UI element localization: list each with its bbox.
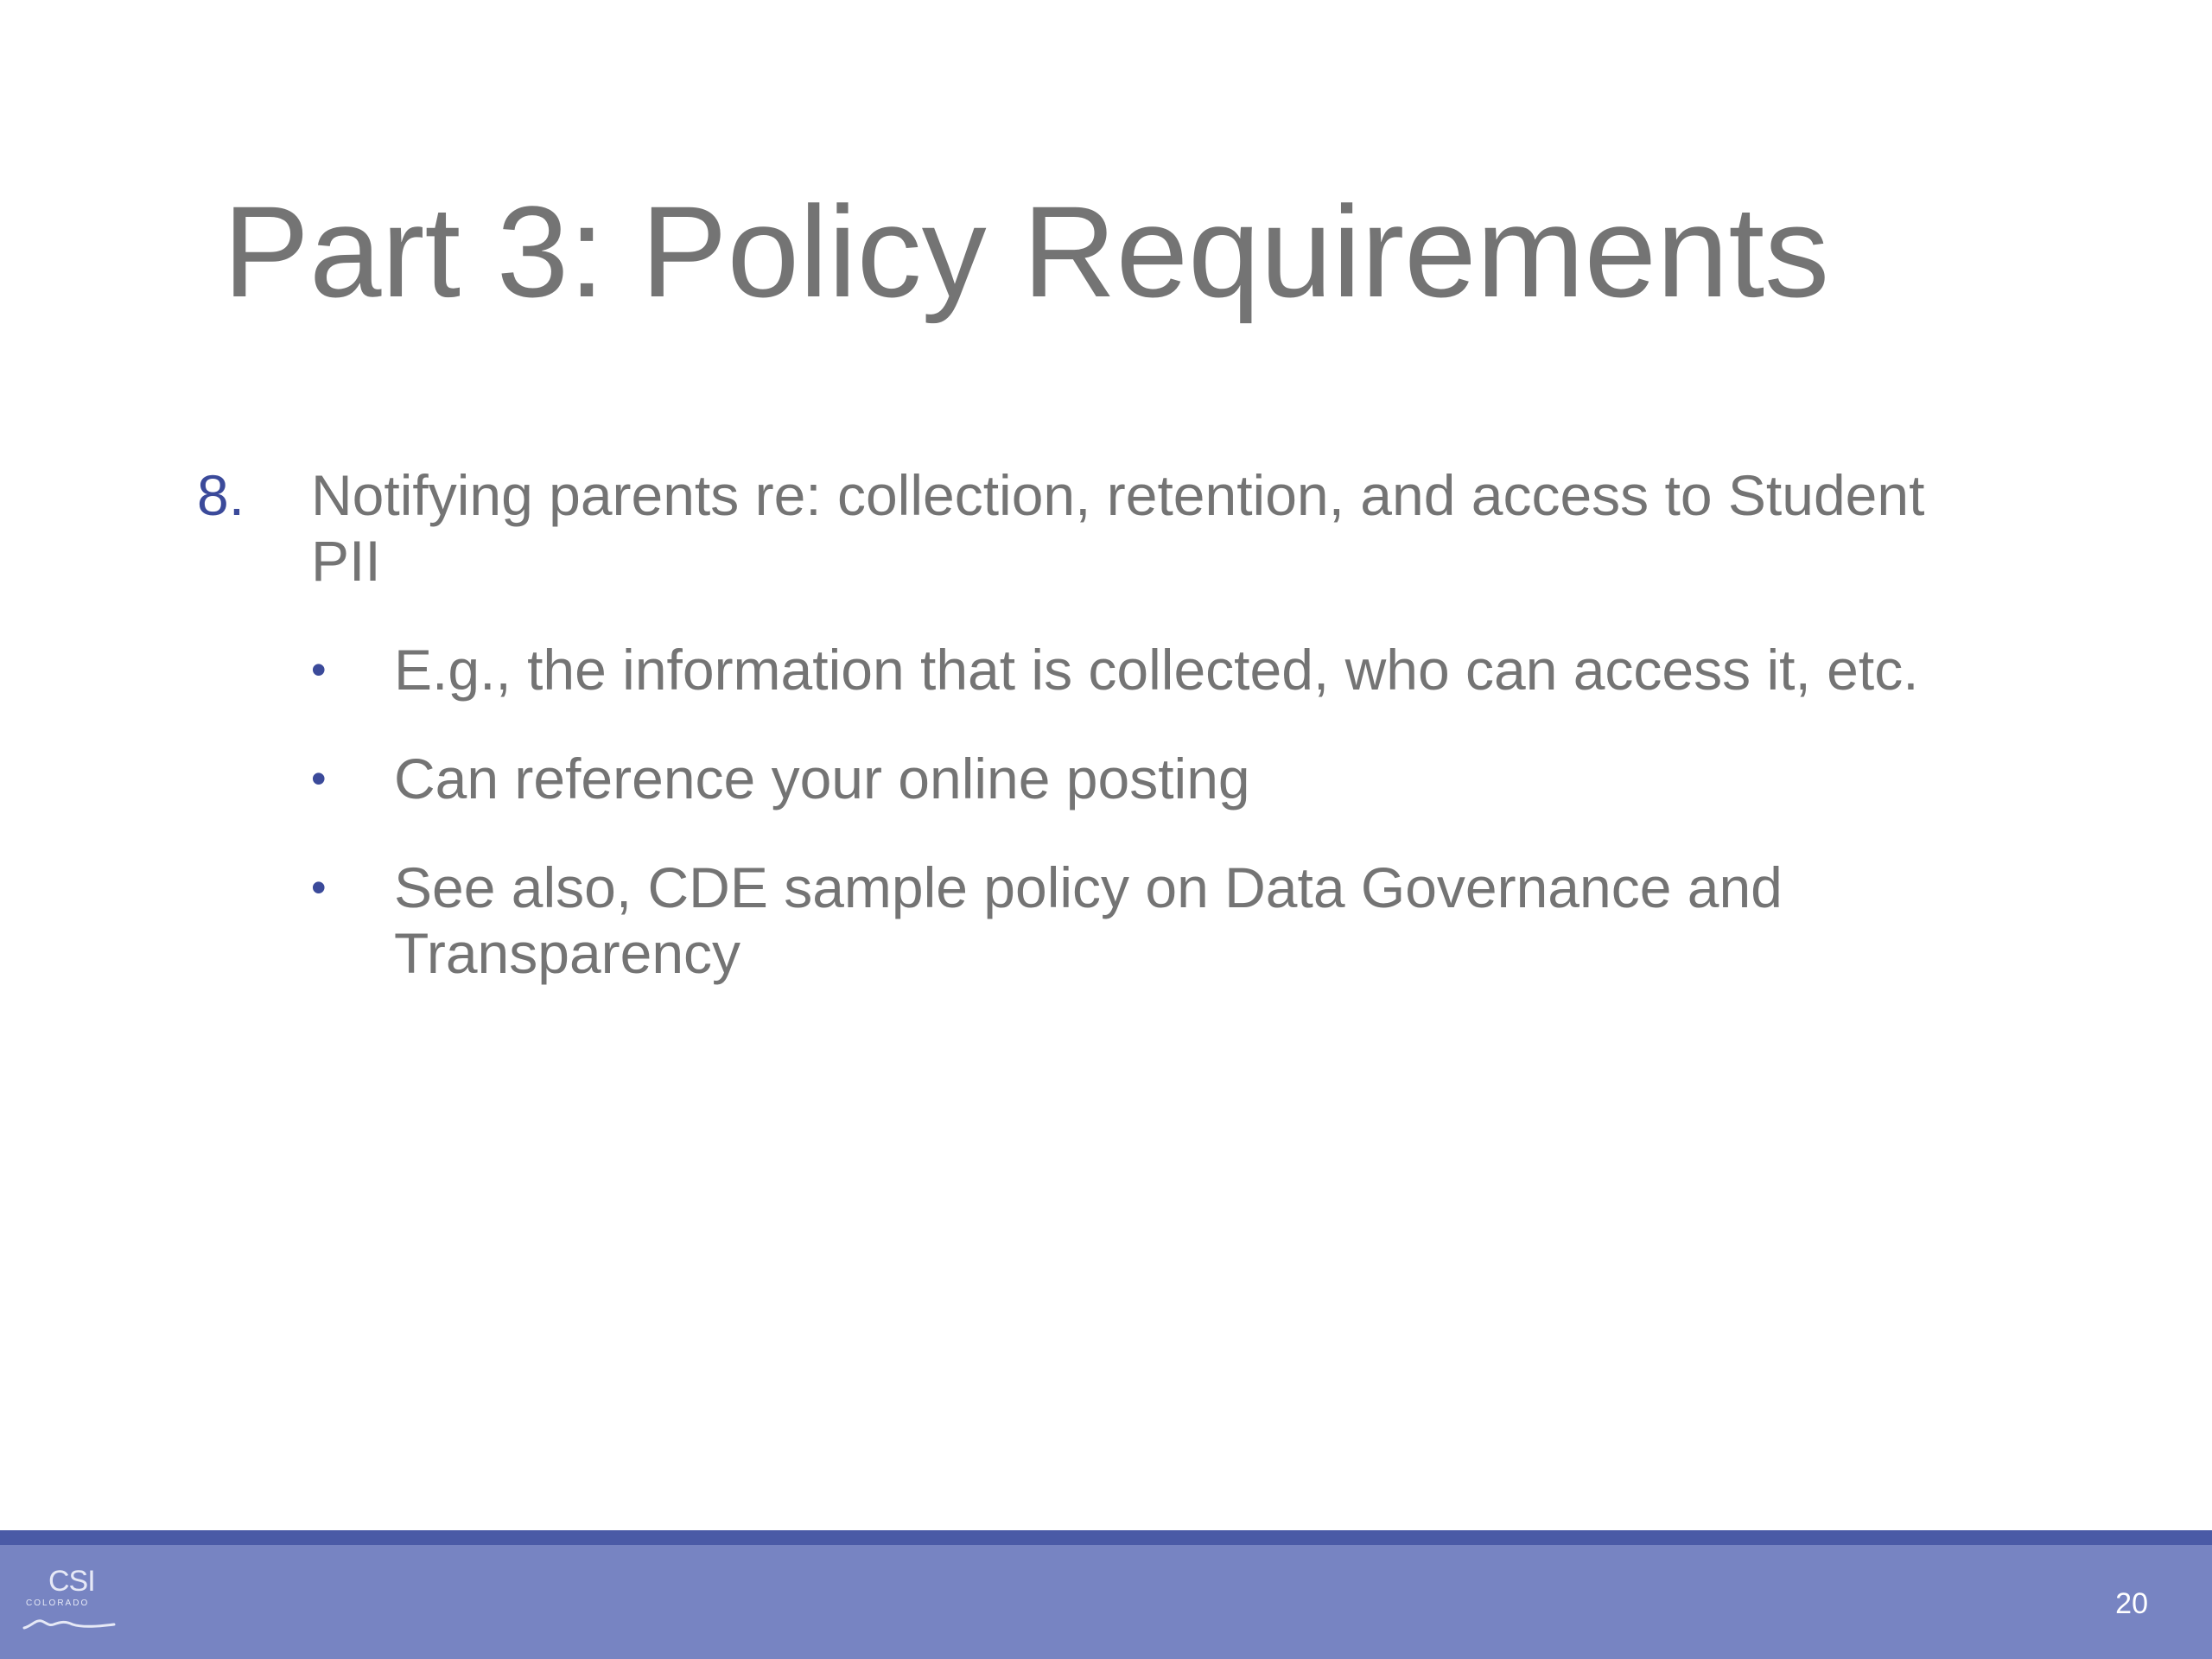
slide-body <box>197 462 1960 1029</box>
logo-colorado-text: COLORADO <box>26 1599 90 1608</box>
list-item <box>311 637 1960 702</box>
list-item <box>311 746 1960 811</box>
sub-list <box>197 637 1960 986</box>
slide-title: Part 3: Policy Requirements <box>223 179 1830 324</box>
page-number: 20 <box>2115 1587 2148 1620</box>
footer-band <box>0 1545 2212 1659</box>
item-number: 8. <box>197 463 245 527</box>
logo-csi-text: CSI <box>48 1565 95 1598</box>
bullet-icon: • <box>311 754 327 803</box>
bullet-icon: • <box>311 645 327 694</box>
list-item-text: E.g., the information that is collected, who can access it, etc. <box>394 638 1919 702</box>
list-item <box>311 855 1960 986</box>
list-item-text: Can reference your online posting <box>394 747 1250 810</box>
csi-colorado-logo <box>22 1566 118 1643</box>
list-item-text: See also, CDE sample policy on Data Governance and Transparency <box>394 855 1783 985</box>
item-text: Notifying parents re: collection, retention, and access to Student PII <box>311 463 1925 593</box>
footer-divider <box>0 1530 2212 1545</box>
mountain-icon <box>22 1609 118 1635</box>
numbered-item <box>197 462 1960 594</box>
bullet-icon: • <box>311 863 327 912</box>
